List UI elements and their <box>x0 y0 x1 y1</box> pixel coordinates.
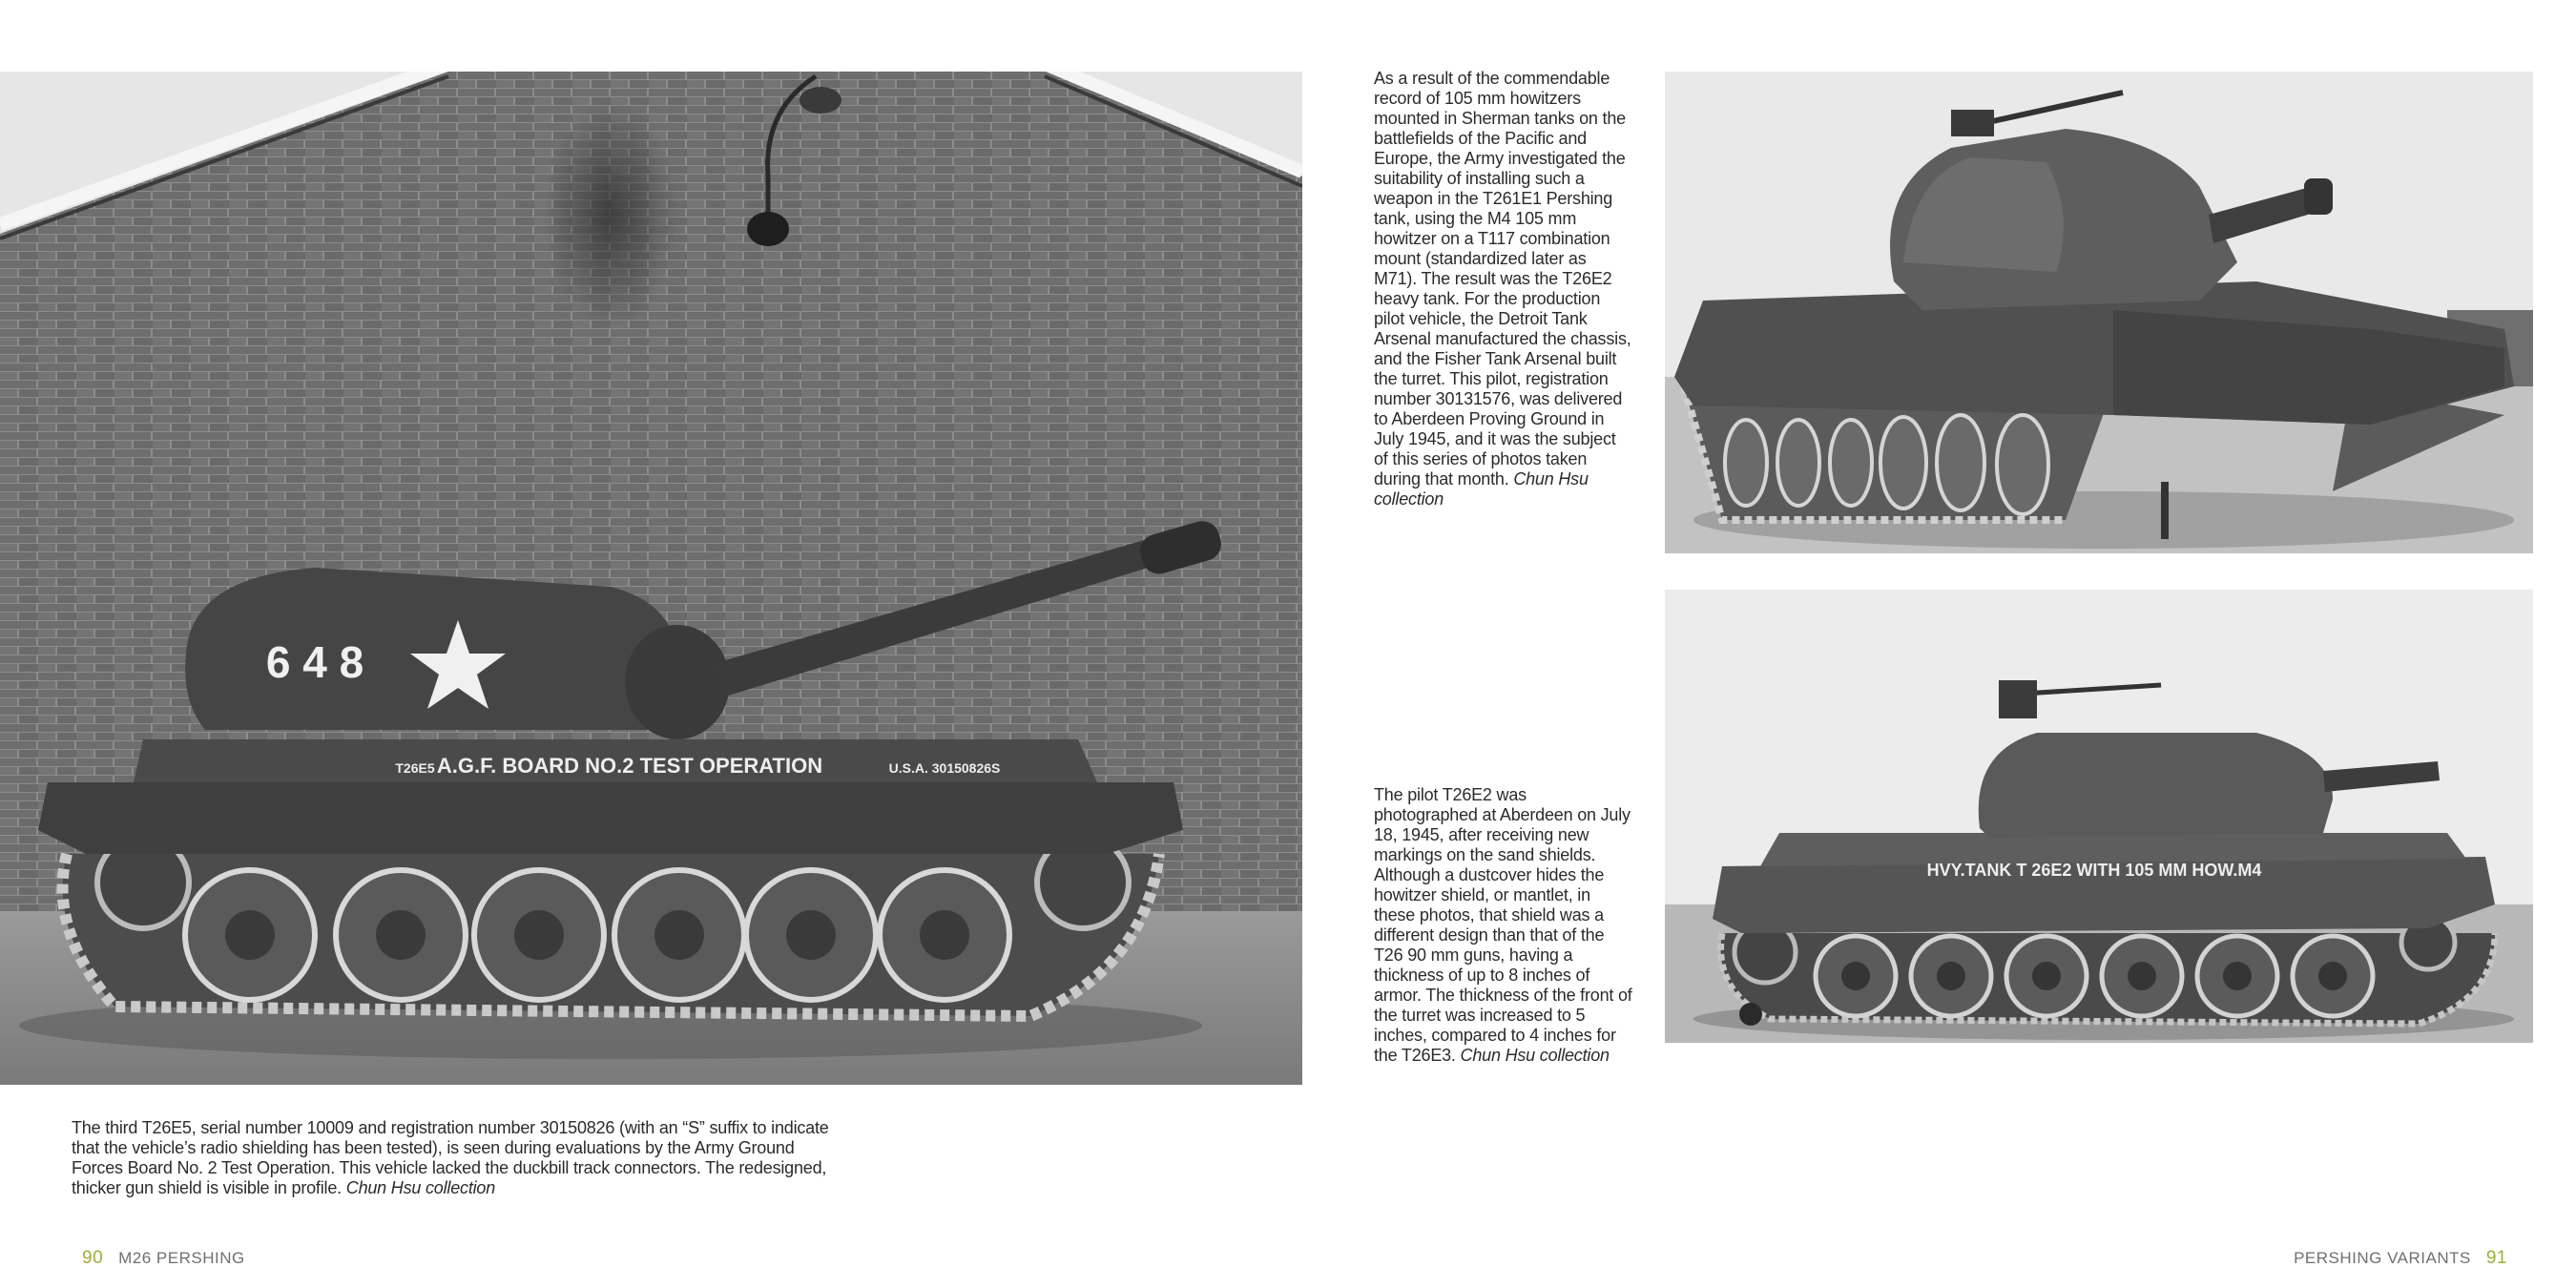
caption-t26e2-aberdeen <box>1374 785 1633 1066</box>
running-title-right: PERSHING VARIANTS <box>2294 1249 2471 1267</box>
caption-t26e2-history-credit: Chun Hsu collection <box>1374 469 1589 509</box>
hull-marking-registration: U.S.A. 30150826S <box>888 760 1001 776</box>
caption-t26e2-history-text: As a result of the commendable record of 105 mm howitzers mounted in Sherman tanks on the battlefields of the Pacific and Europe, the Army investigated the suitability of installing such a weapon in the T261E1 Pershing tank, using the M4 105 mm howitzer on a T117 combination mount (standardized later as M71). The result was the T26E2 heavy tank. For the production pilot vehicle, the Detroit Tank Arsenal manufactured the chassis, and the Fisher Tank Arsenal built the turret. This pilot, registration number 30131576, was delivered to Aberdeen Proving Ground in July 1945, and it was the subject of this series of photos taken during that month. <box>1374 69 1631 488</box>
t26e2-profile-illustration <box>1665 590 2533 1043</box>
caption-t26e5 <box>72 1118 835 1198</box>
t26e5-photo-illustration <box>0 72 1302 1085</box>
running-title-left: M26 PERSHING <box>118 1249 245 1267</box>
folio-left <box>82 1248 245 1269</box>
photo-t26e2-front-quarter <box>1665 72 2533 553</box>
caption-t26e2-aberdeen-text: The pilot T26E2 was photographed at Aberdeen on July 18, 1945, after receiving new markings on the sand shields. Although a dustcover hides the howitzer shield, or mantlet, in these photos, that shield was a different design than that of the T26 90 mm guns, having a thickness of up to 8 inches of armor. The thickness of the front of the turret was increased to 5 inches, compared to 4 inches for the T26E3. <box>1374 785 1632 1065</box>
turret-number-marking: 6 4 8 <box>265 637 364 687</box>
page-number-left: 90 <box>82 1248 104 1268</box>
page-number-right: 91 <box>2485 1248 2507 1268</box>
caption-t26e5-text: The third T26E5, serial number 10009 and registration number 30150826 (with an “S” suffix to indicate that the vehicle’s radio shielding has been tested), is seen during evaluations by the Army Ground Forces Board No. 2 Test Operation. This vehicle lacked the duckbill track connectors. The redesigned, thicker gun shield is visible in profile. <box>72 1118 829 1197</box>
caption-t26e2-aberdeen-credit: Chun Hsu collection <box>1460 1046 1610 1065</box>
folio-right <box>2294 1248 2507 1269</box>
hull-marking-model: T26E5 <box>395 760 435 776</box>
hull-marking-t26e2: HVY.TANK T 26E2 WITH 105 MM HOW.M4 <box>1926 861 2262 880</box>
caption-t26e2-history <box>1374 69 1633 509</box>
caption-t26e5-credit: Chun Hsu collection <box>345 1178 496 1197</box>
t26e2-front-quarter-illustration <box>1665 72 2533 553</box>
photo-t26e2-profile <box>1665 590 2533 1043</box>
hull-marking-agf: A.G.F. BOARD NO.2 TEST OPERATION <box>436 754 823 778</box>
photo-t26e5-profile <box>0 72 1302 1085</box>
